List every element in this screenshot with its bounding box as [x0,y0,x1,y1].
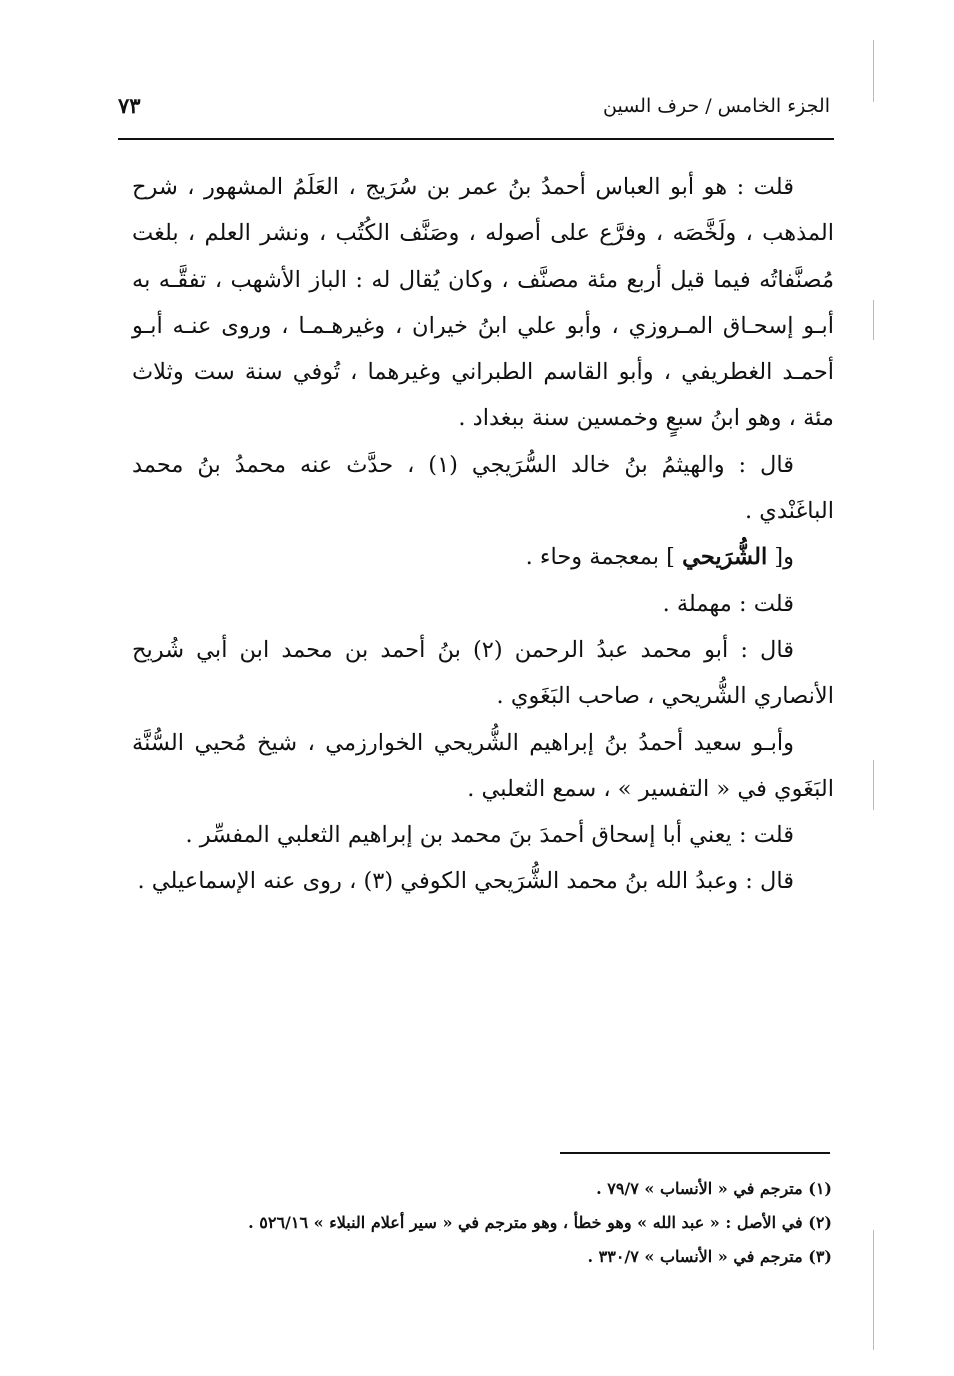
paragraph-ibn-surayj: قلت : هو أبو العباس أحمدُ بنُ عمر بن سُرَيج ، العَلَمُ المشهور ، شرح المذهب ، ولَخَّصَه ، وفرَّع على أصوله ، وصَنَّف الكُتُب ، ونشر العلم ، بلغت مُصنَّفاتُه فيما قيل أربع مئة مصنَّف ، وكان يُقال له : الباز الأشهب ، تفقَّـه به أبـو إسحـاق المـروزي ، وأبو علي ابنُ خيران ، وغيرهـمـا ، وروى عنـه أبـو أحمـد الغطريفي ، وأبو القاسم الطبراني وغيرهما ، تُوفي سنة ست وثلاث مئة ، وهو ابنُ سبعٍ وخمسين سنة ببغداد . [132,174,834,432]
paragraph-shurayhi-note: و[ الشُّرَيحي ] بمعجمة وحاء . [525,544,794,571]
bold-term: الشُّرَيحي [682,544,768,571]
margin-scan-mark [873,760,874,810]
footnote-2: (٢) في الأصل : « عبد الله » وهو خطأ ، وهو مترجم في « سير أعلام النبلاء » ٥٢٦/١٦ . [248,1213,832,1232]
paragraph-haytham: قال : والهيثمُ بنُ خالد السُّرَيجي (١) ، حدَّث عنه محمدُ بنُ محمد الباغَنْدي . [132,451,834,525]
paragraph-abdullah: قال : وعبدُ الله بنُ محمد الشُّرَيحي الكوفي (٣) ، روى عنه الإسماعيلي . [137,868,794,895]
footnote-rule [560,1152,830,1154]
paragraph-abu-said: وأبـو سعيد أحمدُ بنُ إبراهيم الشُّريحي الخوارزمي ، شيخ مُحيي السُّنَّة البَغَوي في « التفسير » ، سمع الثعلبي . [132,729,834,802]
footnotes [120,1172,832,1274]
paragraph-thalabi: قلت : يعني أبا إسحاق أحمدَ بنَ محمد بن إبراهيم الثعلبي المفسِّر . [185,822,794,849]
main-text [132,164,834,905]
running-head: الجزء الخامس / حرف السين [603,95,830,117]
margin-scan-mark [873,40,874,102]
page-number: ٧٣ [118,93,141,118]
footnote-1: (١) مترجم في « الأنساب » ٧٩/٧ . [596,1179,832,1198]
footnote-3: (٣) مترجم في « الأنساب » ٣٣٠/٧ . [587,1247,832,1266]
header-rule [118,138,834,140]
paragraph-muhmala: قلت : مهملة . [662,590,794,617]
page-header [118,88,830,124]
margin-scan-mark [873,300,874,340]
paragraph-abd-al-rahman: قال : أبو محمد عبدُ الرحمن (٢) بنُ أحمد بن محمد ابن أبي شُريح الأنصاري الشُّريحي ، صاحب البَغَوي . [132,636,834,710]
margin-scan-mark [873,1230,874,1350]
